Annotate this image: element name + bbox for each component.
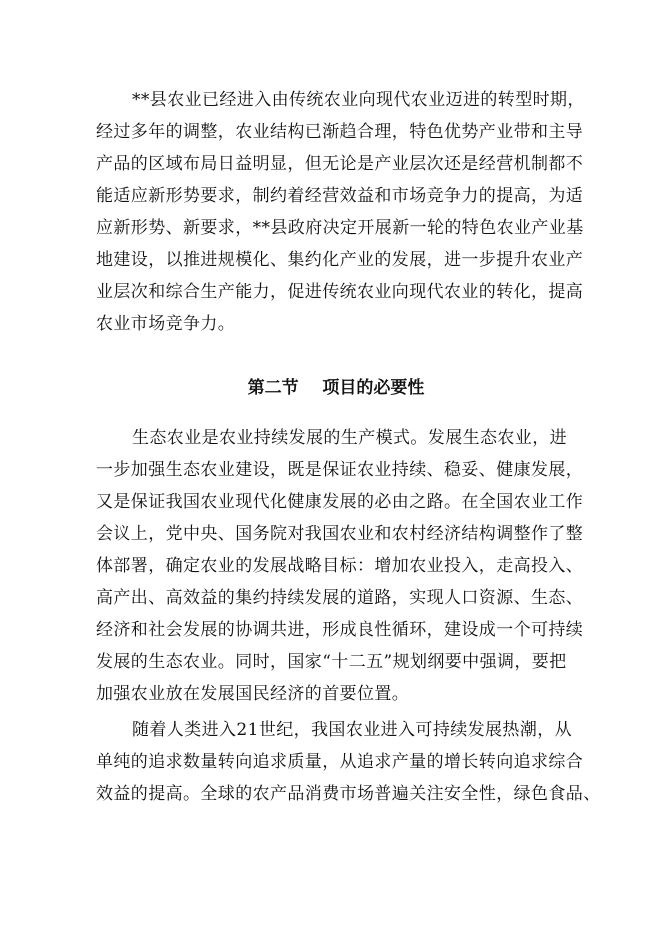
paragraph-1-line-4: 能适应新形势要求，制约着经营效益和市场竞争力的提高，为适: [96, 186, 584, 206]
paragraph-1-line-7: 业层次和综合生产能力，促进传统农业向现代农业的转化，提高: [96, 282, 584, 302]
paragraph-1-line-1: **县农业已经进入由传统农业向现代农业迈进的转型时期，: [132, 90, 585, 110]
paragraph-2-line-3: 又是保证我国农业现代化健康发展的必由之路。在全国农业工作: [96, 492, 584, 512]
paragraph-1-line-3: 产品的区域布局日益明显，但无论是产业层次还是经营机制都不: [96, 154, 584, 174]
paragraph-2-line-6: 高产出、高效益的集约持续发展的道路，实现人口资源、生态、: [96, 588, 584, 608]
paragraph-2-line-5: 体部署，确定农业的发展战略目标：增加农业投入，走高投入、: [96, 556, 584, 576]
paragraph-1-line-8: 农业市场竞争力。: [96, 314, 236, 334]
paragraph-1-line-2: 经过多年的调整，农业结构已渐趋合理，特色优势产业带和主导: [96, 122, 584, 142]
paragraph-1-line-6: 地建设，以推进规模化、集约化产业的发展，进一步提升农业产: [96, 250, 584, 270]
section-heading: 第二节 项目的必要性: [247, 378, 425, 398]
paragraph-1-line-5: 应新形势、新要求，**县政府决定开展新一轮的特色农业产业基: [96, 218, 584, 238]
paragraph-2-line-1: 生态农业是农业持续发展的生产模式。发展生态农业，进: [132, 428, 567, 448]
paragraph-3-line-1: 随着人类进入21世纪，我国农业进入可持续发展热潮，从: [132, 720, 573, 740]
paragraph-3-line-2: 单纯的追求数量转向追求质量，从追求产量的增长转向追求综合: [96, 752, 584, 772]
paragraph-2-line-8: 发展的生态农业。同时，国家“十二五”规划纲要中强调，要把: [96, 652, 567, 672]
paragraph-2-line-7: 经济和社会发展的协调共进，形成良性循环，建设成一个可持续: [96, 620, 584, 640]
paragraph-2-line-4: 会议上，党中央、国务院对我国农业和农村经济结构调整作了整: [96, 524, 584, 544]
paragraph-3-line-3: 效益的提高。全球的农产品消费市场普遍关注安全性，绿色食品、: [96, 784, 601, 804]
paragraph-2-line-2: 一步加强生态农业建设，既是保证农业持续、稳妥、健康发展，: [96, 460, 584, 480]
paragraph-2-line-9: 加强农业放在发展国民经济的首要位置。: [96, 684, 410, 704]
